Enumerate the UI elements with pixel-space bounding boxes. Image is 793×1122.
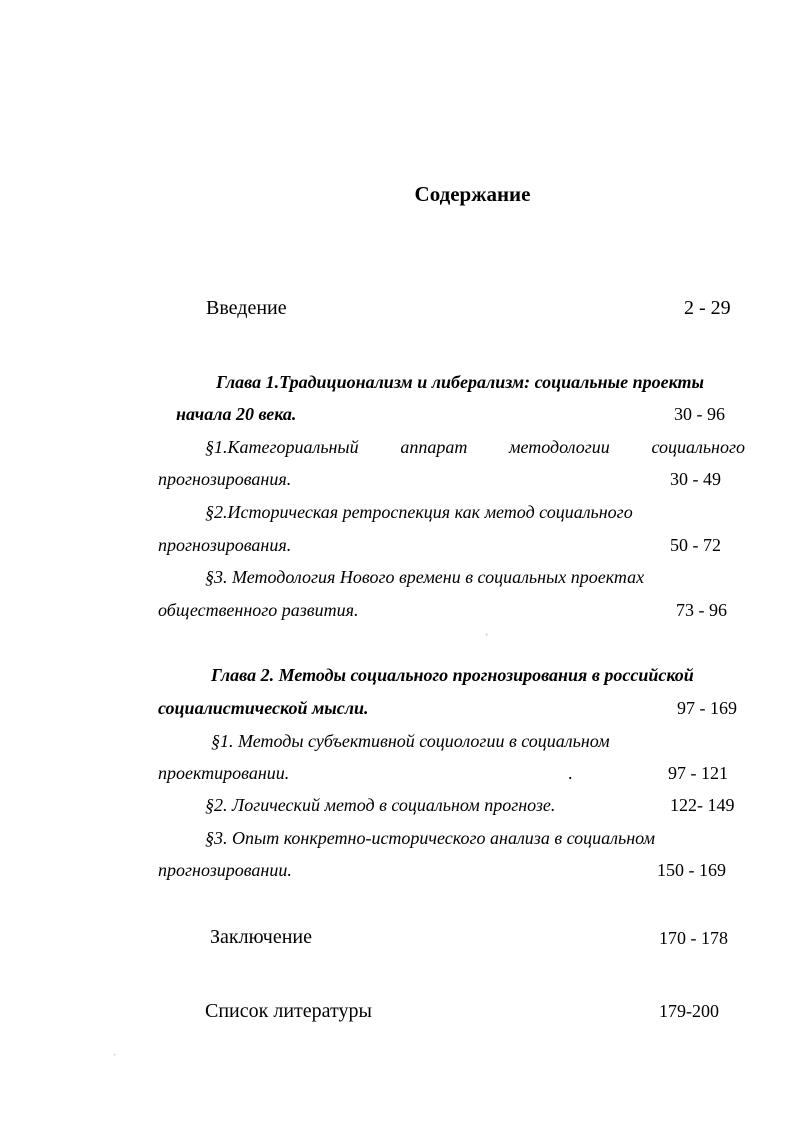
toc-chapter2-pages: 97 - 169	[677, 698, 737, 718]
toc-ch1-sec1-word: социального	[651, 437, 745, 457]
toc-conclusion-pages: 170 - 178	[659, 928, 728, 948]
toc-ch1-sec2-pages: 50 - 72	[670, 535, 721, 555]
toc-ch2-sec3-line2: прогнозировании.	[158, 860, 292, 880]
toc-ch2-sec2-pages: 122- 149	[670, 795, 735, 815]
toc-ch1-sec1-word: §1.Категориальный	[205, 437, 359, 457]
toc-chapter1-title-line1: Глава 1.Традиционализм и либерализм: социальные проекты	[216, 372, 704, 392]
scan-speck: ·	[112, 1047, 118, 1064]
toc-chapter2-title-line1: Глава 2. Методы социального прогнозирования в российской	[211, 665, 694, 685]
toc-bibliography-pages: 179-200	[659, 1001, 719, 1021]
toc-ch2-sec1-pages: 97 - 121	[668, 763, 728, 783]
toc-chapter1-title-line2: начала 20 века.	[176, 404, 297, 424]
toc-chapter2-title-line2: социалистической мысли.	[158, 698, 369, 718]
toc-intro-label: Введение	[206, 297, 287, 319]
toc-ch1-sec3-line1: §3. Методология Нового времени в социальных проектах	[205, 567, 645, 587]
toc-intro-pages: 2 - 29	[684, 297, 731, 319]
toc-ch1-sec2-line1: §2.Историческая ретроспекция как метод социального	[205, 502, 633, 522]
toc-conclusion-label: Заключение	[210, 926, 312, 948]
toc-ch1-sec1-word: методологии	[509, 437, 610, 457]
toc-ch2-sec1-line1: §1. Методы субъективной социологии в социальном	[211, 731, 610, 751]
page-title: Содержание	[414, 182, 531, 206]
toc-ch1-sec3-pages: 73 - 96	[676, 600, 727, 620]
toc-ch1-sec1-word: аппарат	[400, 437, 468, 457]
toc-ch1-sec1-pages: 30 - 49	[670, 469, 721, 489]
scan-speck: ·	[484, 627, 490, 644]
toc-bibliography-label: Список литературы	[205, 1000, 372, 1022]
toc-chapter1-pages: 30 - 96	[674, 404, 725, 424]
toc-ch1-sec1-line2: прогнозирования.	[158, 469, 292, 489]
toc-ch1-sec1-line1	[205, 436, 745, 458]
toc-ch2-sec3-line1: §3. Опыт конкретно-исторического анализа в социальном	[205, 828, 655, 848]
toc-ch2-sec1-dot: .	[568, 763, 573, 783]
toc-ch1-sec3-line2: общественного развития.	[158, 600, 359, 620]
toc-ch2-sec3-pages: 150 - 169	[657, 860, 726, 880]
toc-ch2-sec1-line2: проектировании.	[158, 763, 290, 783]
toc-ch2-sec2-line1: §2. Логический метод в социальном прогнозе.	[205, 795, 556, 815]
toc-ch1-sec2-line2: прогнозирования.	[158, 535, 292, 555]
